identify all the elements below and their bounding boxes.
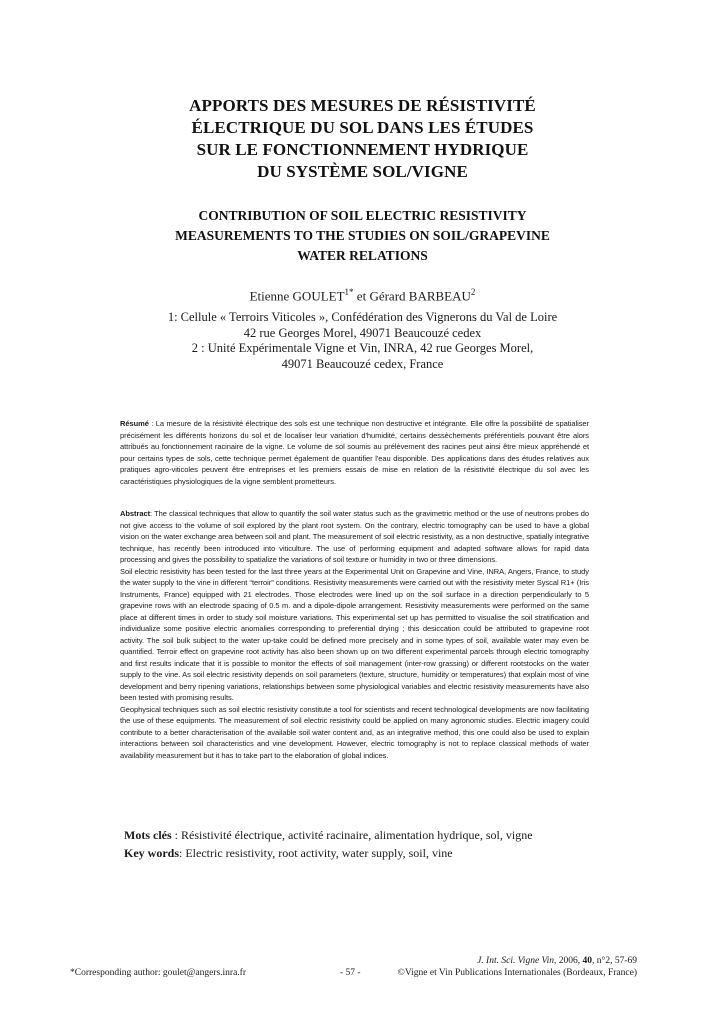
keywords-en-label: Key words: [124, 846, 179, 860]
author-name: Etienne GOULET: [249, 288, 345, 304]
author-connector: et: [353, 288, 370, 304]
author-list: [100, 283, 625, 305]
keywords-en-text: : Electric resistivity, root activity, water supply, soil, vine: [179, 846, 453, 860]
affiliations: [100, 310, 625, 372]
resume-block: [120, 418, 589, 487]
title-fr-line: DU SYSTÈME SOL/VIGNE: [257, 162, 468, 181]
affiliation-line: 2 : Unité Expérimentale Vigne et Vin, INRA, 42 rue Georges Morel,: [191, 341, 534, 355]
title-fr-line: APPORTS DES MESURES DE RÉSISTIVITÉ: [189, 96, 536, 115]
keywords-french: [124, 826, 604, 844]
resume-label: Résumé: [120, 419, 149, 428]
corresponding-author: *Corresponding author: goulet@angers.inra.fr: [70, 968, 247, 978]
affiliation-line: 1: Cellule « Terroirs Viticoles », Confédération des Vignerons du Val de Loire: [167, 310, 558, 324]
abstract-block: [120, 508, 589, 761]
author-affiliation-mark: 1*: [344, 287, 354, 297]
journal-issue: , n°2, 57-69: [592, 956, 637, 966]
author-affiliation-mark: 2: [470, 287, 476, 297]
abstract-paragraph: [120, 508, 589, 566]
title-fr-line: ÉLECTRIQUE DU SOL DANS LES ÉTUDES: [191, 118, 534, 137]
keywords-fr-text: : Résistivité électrique, activité racinaire, alimentation hydrique, sol, vigne: [171, 828, 533, 842]
title-en-line: CONTRIBUTION OF SOIL ELECTRIC RESISTIVITY: [198, 208, 527, 223]
journal-year: , 2006,: [554, 956, 583, 966]
affiliation-line: 49071 Beaucouzé cedex, France: [281, 356, 444, 371]
title-english: [100, 206, 625, 266]
title-french: [100, 95, 625, 183]
resume-paragraph: [120, 418, 589, 487]
journal-volume: 40: [582, 956, 593, 966]
author-name: Gérard BARBEAU: [369, 288, 471, 304]
copyright-notice: ©Vigne et Vin Publications Internationales (Bordeaux, France): [397, 968, 637, 978]
journal-citation: [337, 955, 637, 967]
title-en-line: MEASUREMENTS TO THE STUDIES ON SOIL/GRAPEVINE: [175, 228, 550, 243]
affiliation-line: 42 rue Georges Morel, 49071 Beaucouzé cedex: [243, 325, 482, 340]
keywords-fr-label: Mots clés: [124, 828, 172, 842]
title-en-line: WATER RELATIONS: [297, 248, 428, 263]
resume-text: : La mesure de la résistivité électrique des sols est une technique non destructive et intégrante. Elle offre la possibilité de spatialiser précisément les différents horizons du sol et de localiser leur variation d'humidité, certains dessèchements préférentiels pouvant être alors attribués au fonctionnement racinaire de la vigne. Le volume de sol soumis au prélèvement des racines peut ainsi être mieux appréhendé et pour certains types de sols, cette technique permet également de quantifier l'eau disponible. Des applications dans des études relatives aux pratiques agro-viticoles peuvent être entreprises et les premiers essais de mise en relation de la résistivité électrique du sol avec les caractéristiques physiologiques de la vigne semblent prometteurs.: [120, 419, 589, 486]
abstract-text: : The classical techniques that allow to quantify the soil water status such as the gravimetric method or the use of neutrons probes do not give access to the volume of soil explored by the plant root system. On the contrary, electric tomography can be used to have a global vision on the water exchange area between soil and plant. The measurement of soil electric resistivity, as a non destructive, spatially integrative technique, has recently been introduced into viticulture. The use of performing equipment and adapted software allows for rapid data processing and gives the possibility to spatialize the variations of soil texture or humidity in two or three dimensions.: [120, 509, 589, 564]
journal-name: J. Int. Sci. Vigne Vin: [477, 956, 555, 966]
abstract-paragraph: Soil electric resistivity has been tested for the last three years at the Experimental Unit on Grapevine and Vine, INRA, Angers, France, to study the water supply to the vine in different “terroir” conditions. Resistivity measurements were carried out with the resistivity meter Syscal R1+ (Iris Instruments, France) equipped with 21 electrodes. Those electrodes were lined up on the soil surface in a direction perpendicularly to 5 grapevine rows with an electrode spacing of 0.5 m. and a dipole-dipole arrangement. Resistivity measurements were performed on the same place at different times in order to study soil moisture variations. This experimental set up has permitted to visualise the soil stratification and individualize some positive electric anomalies corresponding to preferential drying ; this desiccation could be attributed to grapevine root activity. The soil bulk subject to the water up-take could be defined more precisely and in some types of soil, available water may even be quantified. Terroir effect on grapevine root activity has also been shown up on two different experimental parcels through electric tomography and first results indicate that it is possible to monitor the effects of soil management (inter-row grassing) or different rootstocks on the water supply to the vine. As soil electric resistivity depends on soil parameters (texture, structure, humidity or temperatures) that explain most of vine development and berry ripening variations, relationships between some physiological variables and electric resistivity measurements have also been tested with promising results.: [120, 566, 589, 702]
page-footer: [0, 967, 725, 981]
abstract-paragraph: Geophysical techniques such as soil electric resistivity constitute a tool for scientists and recent technological developments are now facilitating the use of these equipments. The measurement of soil electric resistivity could be applied on many agronomic studies. Electric imagery could contribute to a better characterisation of the available soil water content and, as an integrative method, this one could also be used to explain interactions between soil characteristics and vine development. However, electric tomography is not to replace classical methods of water availability measurement but it has to take part to the elaboration of global indices.: [120, 704, 589, 760]
keywords-block: [124, 826, 604, 862]
abstract-label: Abstract: [120, 509, 151, 518]
keywords-english: [124, 844, 604, 862]
title-fr-line: SUR LE FONCTIONNEMENT HYDRIQUE: [196, 140, 529, 159]
page-number: - 57 -: [340, 968, 361, 978]
